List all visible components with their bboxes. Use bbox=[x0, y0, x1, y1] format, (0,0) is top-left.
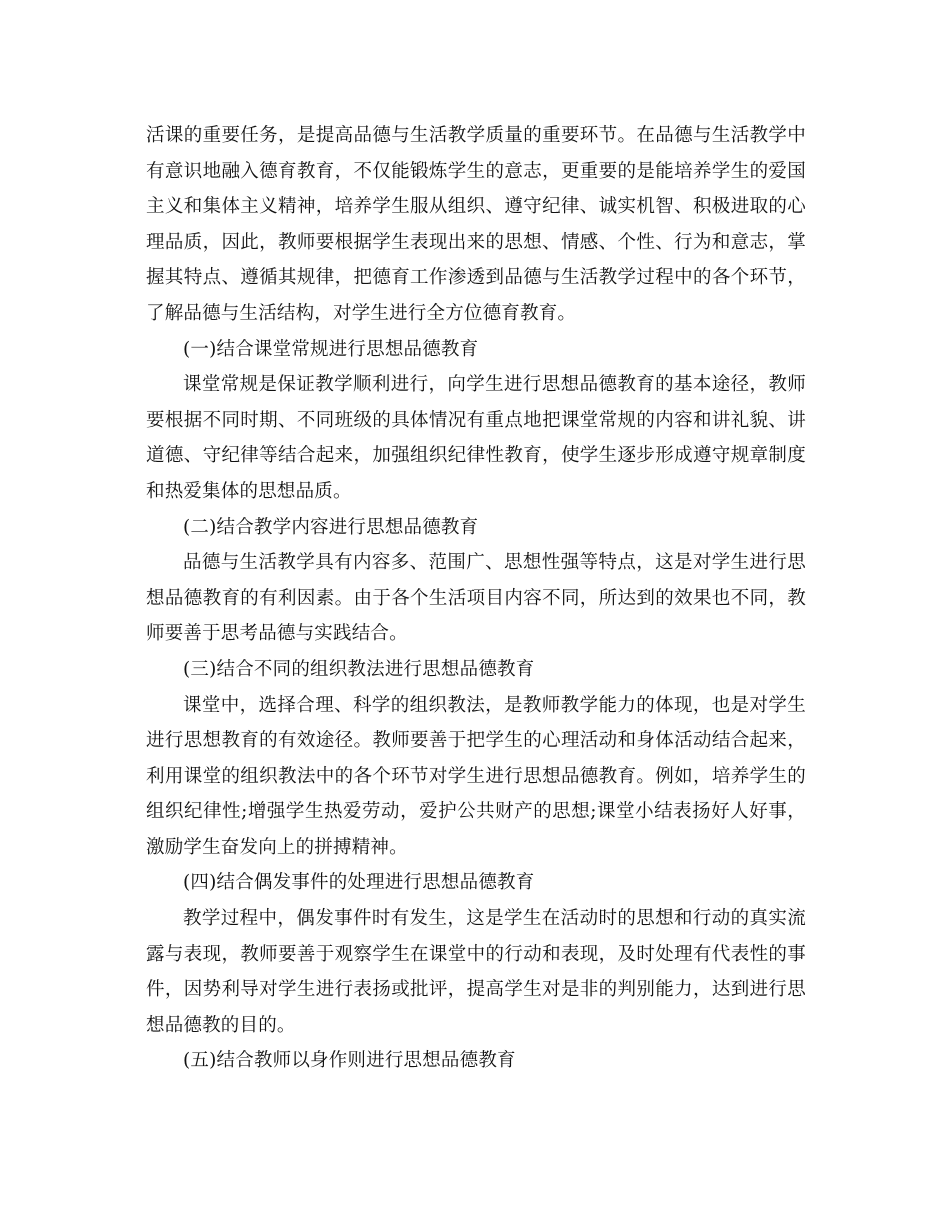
section-heading-4: (四)结合偶发事件的处理进行思想品德教育 bbox=[183, 872, 535, 894]
section-heading-1: (一)结合课堂常规进行思想品德教育 bbox=[183, 338, 479, 360]
section-paragraph-3: 课堂中，选择合理、科学的组织教法，是教师教学能力的体现，也是对学生进行思想教育的有效途径。教师要善于把学生的心理活动和身体活动结合起来，利用课堂的组织教法中的各个环节对学生进行思想品德教育。例如，培养学生的组织纪律性;增强学生热爱劳动，爱护公共财产的思想;课堂小结表扬好人好事，激励学生奋发向上的拼搏精神。 bbox=[146, 694, 806, 858]
section-paragraph-4: 教学过程中，偶发事件时有发生，这是学生在活动时的思想和行动的真实流露与表现，教师要善于观察学生在课堂中的行动和表现，及时处理有代表性的事件，因势利导对学生进行表扬或批评，提高学生对是非的判别能力，达到进行思想品德教的目的。 bbox=[146, 908, 806, 1036]
section-paragraph-1: 课堂常规是保证教学顺利进行，向学生进行思想品德教育的基本途径，教师要根据不同时期、不同班级的具体情况有重点地把课堂常规的内容和讲礼貌、讲道德、守纪律等结合起来，加强组织纪律性教育，使学生逐步形成遵守规章制度和热爱集体的思想品质。 bbox=[146, 374, 806, 502]
section-heading-2: (二)结合教学内容进行思想品德教育 bbox=[183, 516, 479, 538]
intro-paragraph: 活课的重要任务，是提高品德与生活教学质量的重要环节。在品德与生活教学中有意识地融入德育教育，不仅能锻炼学生的意志，更重要的是能培养学生的爱国主义和集体主义精神，培养学生服从组织、遵守纪律、诚实机智、积极进取的心理品质，因此，教师要根据学生表现出来的思想、情感、个性、行为和意志，掌握其特点、遵循其规律，把德育工作渗透到品德与生活教学过程中的各个环节，了解品德与生活结构，对学生进行全方位德育教育。 bbox=[146, 125, 806, 324]
section-heading-5: (五)结合教师以身作则进行思想品德教育 bbox=[183, 1050, 516, 1072]
section-heading-3: (三)结合不同的组织教法进行思想品德教育 bbox=[183, 658, 535, 680]
document-page bbox=[146, 118, 806, 1079]
section-paragraph-2: 品德与生活教学具有内容多、范围广、思想性强等特点，这是对学生进行思想品德教育的有利因素。由于各个生活项目内容不同，所达到的效果也不同，教师要善于思考品德与实践结合。 bbox=[146, 552, 806, 645]
